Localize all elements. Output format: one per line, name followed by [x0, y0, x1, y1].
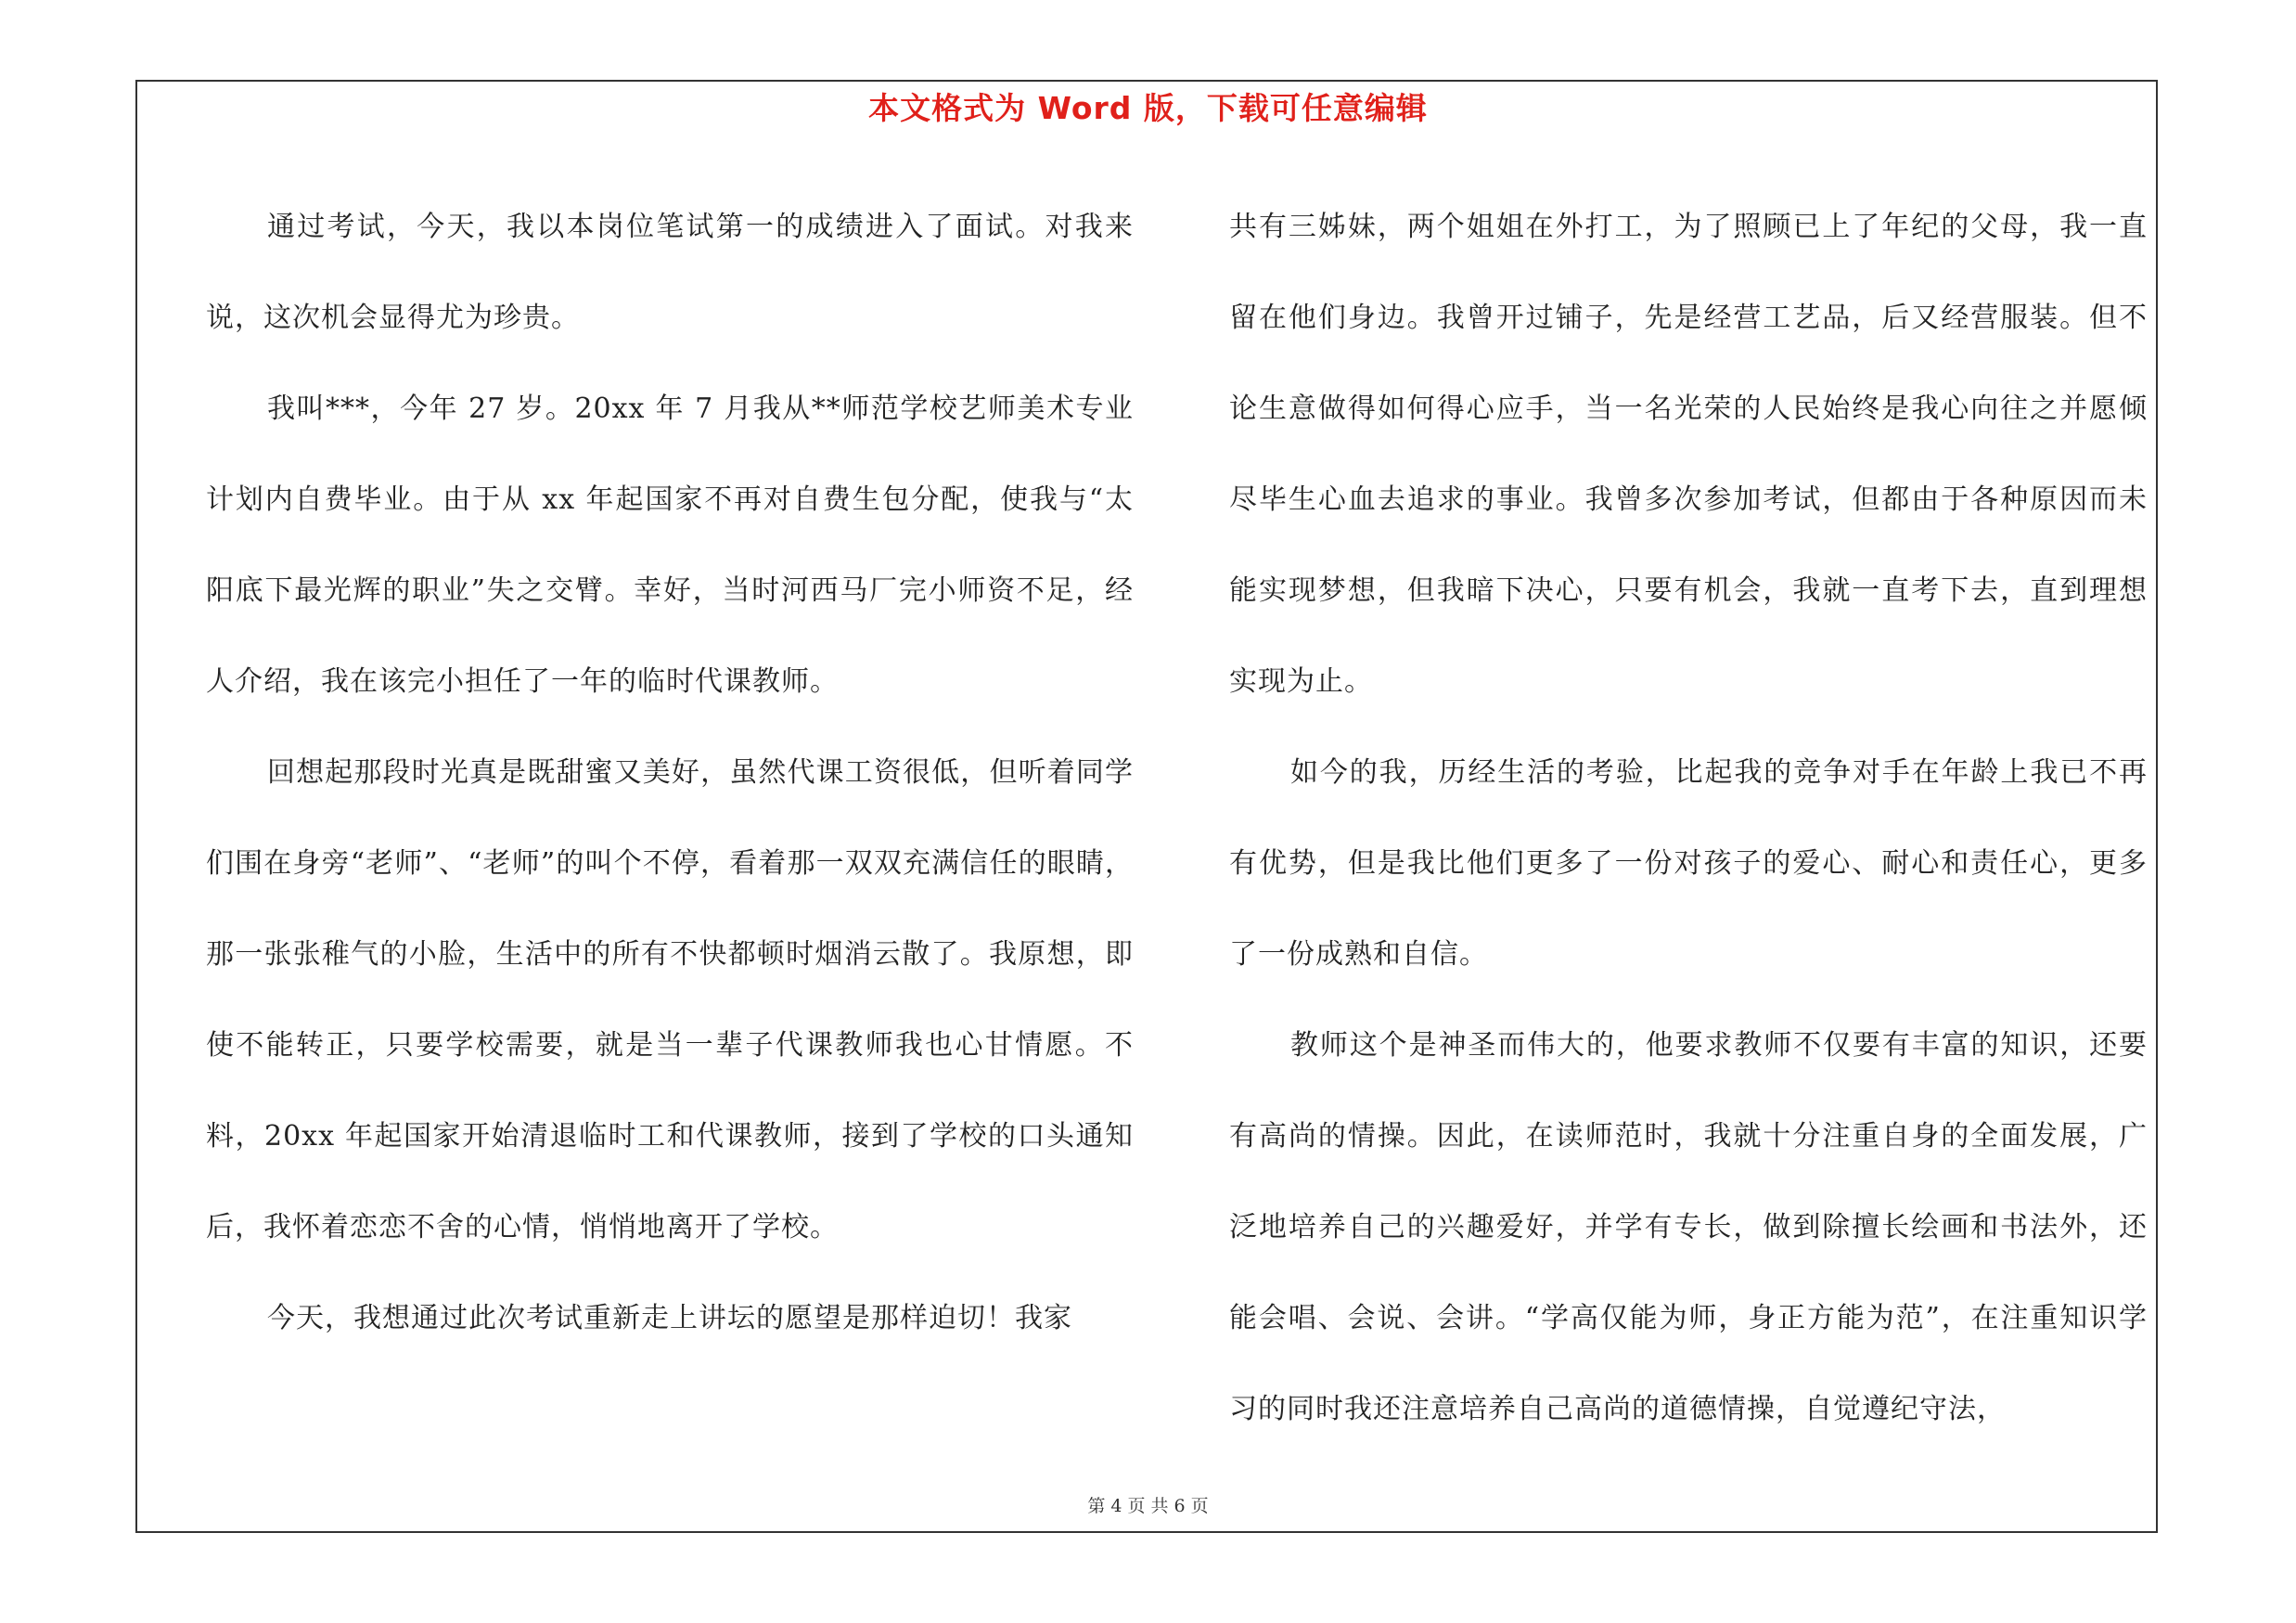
word-format-notice: 本文格式为 Word 版，下载可任意编辑 — [868, 90, 1428, 126]
paragraph-continued: 共有三姊妹，两个姐姐在外打工，为了照顾已上了年纪的父母，我一直留在他们身边。我曾开过铺子，先是经营工艺品，后又经营服装。但不论生意做得如何得心应手，当一名光荣的人民始终是我心向往之并愿倾尽毕生心血去追求的事业。我曾多次参加考试，但都由于各种原因而未能实现梦想，但我暗下决心，只要有机会，我就一直考下去，直到理想实现为止。 — [1229, 211, 2148, 698]
paragraph: 回想起那段时光真是既甜蜜又美好，虽然代课工资很低，但听着同学们围在身旁“老师”、“老师”的叫个不停，看着那一双双充满信任的眼睛，那一张张稚气的小脸，生活中的所有不快都顿时烟消云散了。我原想，即使不能转正，只要学校需要，就是当一辈子代课教师我也心甘情愿。不料，20xx 年起国家开始清退临时工和代课教师，接到了学校的口头通知后，我怀着恋恋不舍的心情，悄悄地离开了学校。 — [206, 756, 1134, 1243]
paragraph: 今天，我想通过此次考试重新走上讲坛的愿望是那样迫切！我家 — [267, 1302, 1072, 1334]
paragraph: 教师这个是神圣而伟大的，他要求教师不仅要有丰富的知识，还要有高尚的情操。因此，在读师范时，我就十分注重自身的全面发展，广泛地培养自己的兴趣爱好，并学有专长，做到除擅长绘画和书法外，还能会唱、会说、会讲。“学高仅能为师，身正方能为范”，在注重知识学习的同时我还注意培养自己高尚的道德情操，自觉遵纪守法， — [1229, 1029, 2148, 1425]
page-indicator: 第 4 页 共 6 页 — [1087, 1496, 1209, 1516]
paragraph: 通过考试，今天，我以本岗位笔试第一的成绩进入了面试。对我来说，这次机会显得尤为珍贵。 — [206, 211, 1134, 334]
right-column — [1229, 182, 2148, 1455]
left-column — [206, 182, 1134, 1364]
paragraph: 如今的我，历经生活的考验，比起我的竞争对手在年龄上我已不再有优势，但是我比他们更多了一份对孩子的爱心、耐心和责任心，更多了一份成熟和自信。 — [1229, 756, 2148, 971]
paragraph: 我叫***，今年 27 岁。20xx 年 7 月我从**师范学校艺师美术专业计划内自费毕业。由于从 xx 年起国家不再对自费生包分配，使我与“太阳底下最光辉的职业”失之交臂。幸好，当时河西马厂完小师资不足，经人介绍，我在该完小担任了一年的临时代课教师。 — [206, 393, 1134, 698]
